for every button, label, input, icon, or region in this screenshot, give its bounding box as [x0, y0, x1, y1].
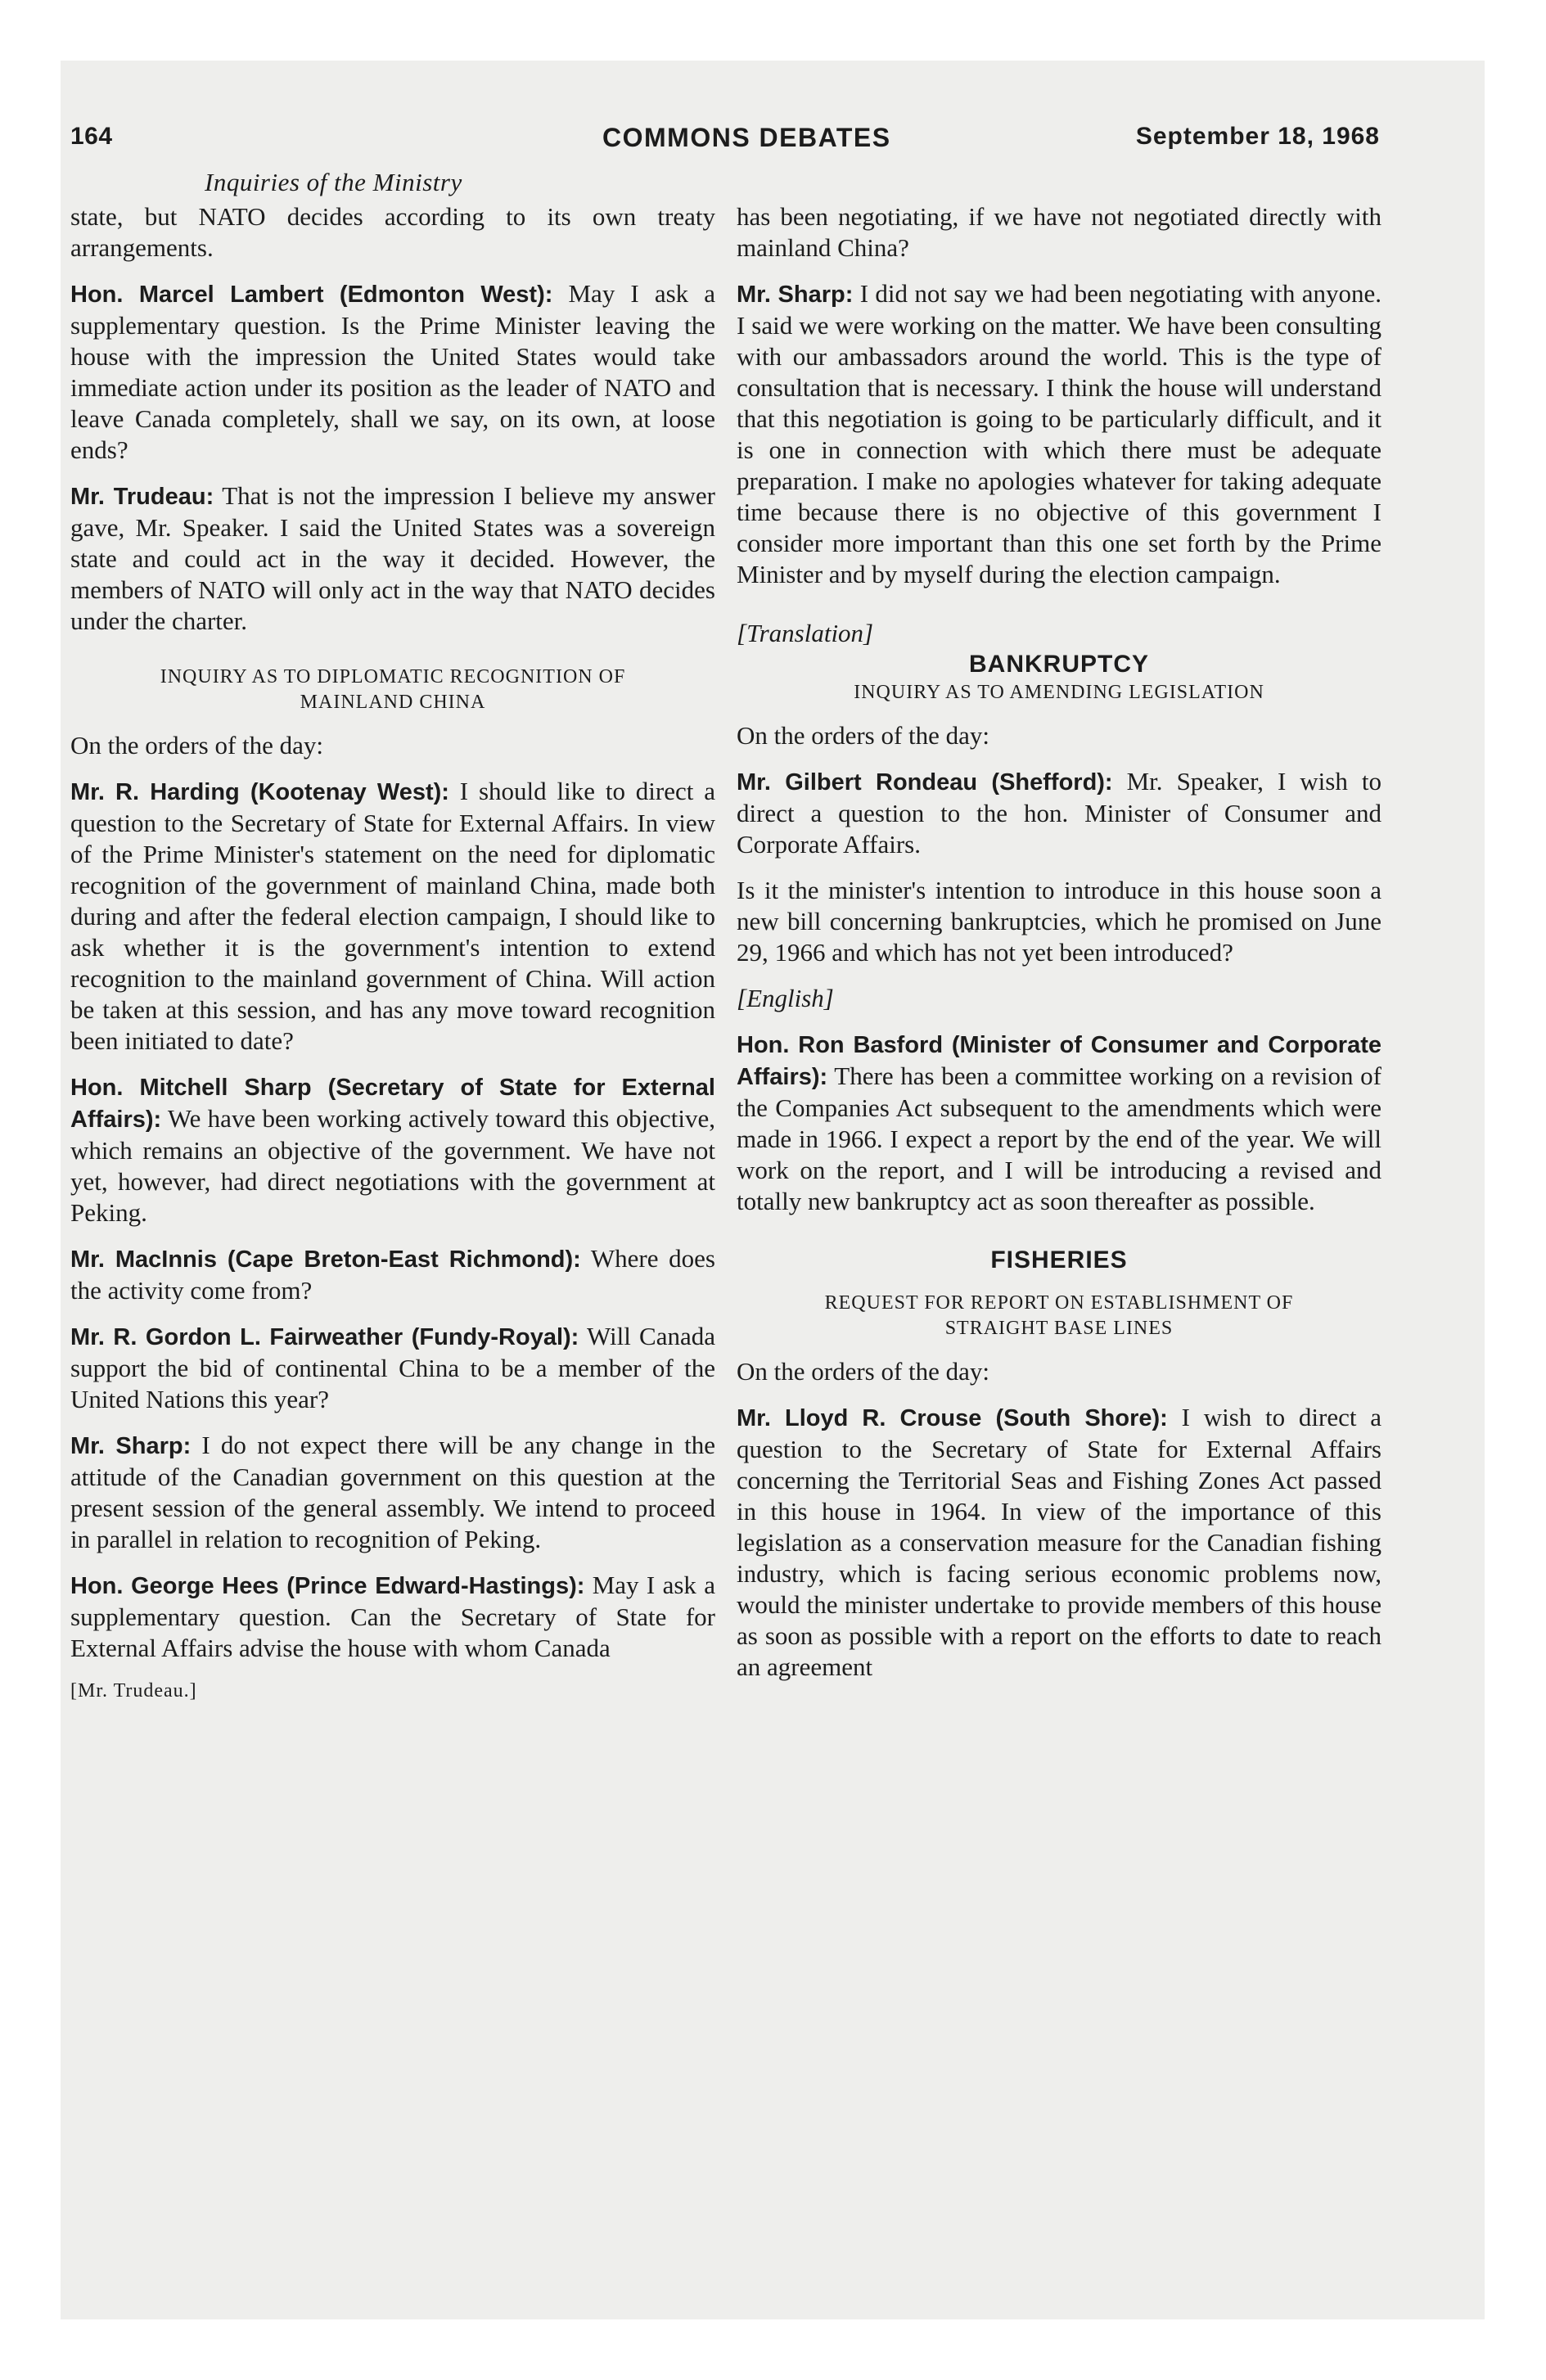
speaker-name: Hon. Ron Basford (Minister of Consumer and Corporate Affairs): [737, 1032, 1381, 1090]
paragraph [737, 766, 1381, 860]
topic-heading: INQUIRY AS TO AMENDING LEGISLATION [854, 682, 1264, 703]
topic-heading: MAINLAND CHINA [300, 692, 486, 713]
right-column [737, 201, 1381, 1683]
paragraph: has been negotiating, if we have not negotiated directly with mainland China? [737, 202, 1381, 262]
paragraph: Is it the minister's intention to introduce in this house soon a new bill concerning bankruptcies, which he promised on June 29, 1966 and which has not yet been introduced? [737, 876, 1381, 967]
speaker-name: Mr. Lloyd R. Crouse (South Shore): [737, 1405, 1168, 1431]
left-column [70, 201, 715, 1706]
speaker-name: Mr. R. Harding (Kootenay West): [70, 779, 449, 805]
speaker-name: Hon. Mitchell Sharp (Secretary of State for External Affairs): [70, 1075, 715, 1133]
topic-heading: STRAIGHT BASE LINES [944, 1318, 1174, 1339]
speech-text: May I ask a supplementary question. Is the Prime Minister leaving the house with the impression the United States would take immediate action under its position as the leader of NATO and leave Canada completely, shall we say, on its own, at loose ends? [70, 279, 715, 464]
translation-marker: [Translation] [737, 619, 874, 647]
speaker-name: Mr. Gilbert Rondeau (Shefford): [737, 769, 1113, 796]
orders-of-day: On the orders of the day: [737, 721, 990, 750]
speaker-name: Mr. Sharp: [70, 1433, 192, 1459]
speech-text: I should like to direct a question to the Secretary of State for External Affairs. In view of the Prime Minister's statement on the need for diplomatic recognition of the government of mainland China, made both during and after the federal election campaign, I should like to ask whether it is the government's intention to extend recognition to the mainland government of China. Will action be taken at this session, and has any move toward recognition been initiated to date? [70, 777, 715, 1055]
speaker-name: Mr. R. Gordon L. Fairweather (Fundy-Royal): [70, 1324, 579, 1350]
english-marker: [English] [737, 984, 834, 1012]
orders-of-day: On the orders of the day: [70, 731, 324, 760]
page-header [70, 123, 1380, 172]
publication-title: COMMONS DEBATES [602, 123, 891, 152]
paragraph [70, 1243, 715, 1306]
paragraph [70, 480, 715, 637]
speaker-name: Hon. Marcel Lambert (Edmonton West): [70, 282, 553, 308]
paragraph [70, 1570, 715, 1664]
page-date: September 18, 1968 [1135, 123, 1380, 150]
speech-text: I did not say we had been negotiating with anyone. I said we were working on the matter. We have been consulting with our ambassadors around the world. This is the type of consultation that is necessary. I think the house will understand that this negotiation is going to be particularly difficult, and it is one in connection with which there must be adequate preparation. I make no apologies whatever for taking adequate time because there is no objective of this government I consider more important than this one set forth by the Prime Minister and by myself during the election campaign. [737, 279, 1381, 588]
speaker-name: Mr. Sharp: [737, 282, 854, 308]
paragraph [737, 1402, 1381, 1683]
speech-text: We have been working actively toward this objective, which remains an objective of the government. We have not yet, however, had direct negotiations with the government at Peking. [70, 1104, 715, 1227]
page-number: 164 [70, 123, 113, 150]
topic-heading: INQUIRY AS TO DIPLOMATIC RECOGNITION OF [160, 666, 626, 687]
paragraph [70, 1071, 715, 1228]
running-subhead: Inquiries of the Ministry [205, 168, 462, 196]
speech-text: There has been a committee working on a revision of the Companies Act subsequent to the amendments which were made in 1966. I expect a report by the end of the year. We will work on the report, and I will be introducing a revised and totally new bankruptcy act as soon thereafter as possible. [737, 1062, 1381, 1215]
speech-text: May I ask a supplementary question. Can the Secretary of State for External Affairs advise the house with whom Canada [70, 1571, 715, 1662]
speaker-name: Hon. George Hees (Prince Edward-Hastings): [70, 1573, 585, 1599]
speech-text: Where does the activity come from? [70, 1244, 715, 1305]
speaker-name: Mr. MacInnis (Cape Breton-East Richmond): [70, 1246, 581, 1273]
paragraph [70, 1430, 715, 1555]
speech-text: Will Canada support the bid of continental China to be a member of the United Nations this year? [70, 1322, 715, 1413]
speaker-name: Mr. Trudeau: [70, 484, 214, 510]
paragraph [70, 776, 715, 1057]
paragraph: state, but NATO decides according to its own treaty arrangements. [70, 202, 715, 262]
paragraph [737, 278, 1381, 590]
speech-text: Mr. Speaker, I wish to direct a question to the hon. Minister of Consumer and Corporate Affairs. [737, 767, 1381, 859]
speech-text: That is not the impression I believe my answer gave, Mr. Speaker. I said the United States was a sovereign state and could act in the way it decided. However, the members of NATO will only act in the way that NATO decides under the charter. [70, 481, 715, 635]
speech-text: I do not expect there will be any change in the attitude of the Canadian government on this question at the present session of the general assembly. We intend to proceed in parallel in relation to recognition of Peking. [70, 1431, 715, 1553]
footnote: [Mr. Trudeau.] [70, 1680, 197, 1702]
speech-text: I wish to direct a question to the Secretary of State for External Affairs concerning the Territorial Seas and Fishing Zones Act passed in this house in 1964. In view of the importance of this legislation as a conservation measure for the Canadian fishing industry, which is facing serious economic problems now, would the minister undertake to provide members of this house as soon as possible with a report on the efforts to date to reach an agreement [737, 1403, 1381, 1681]
section-heading: BANKRUPTCY [969, 651, 1149, 678]
section-heading: FISHERIES [990, 1246, 1128, 1273]
topic-heading: REQUEST FOR REPORT ON ESTABLISHMENT OF [824, 1292, 1294, 1314]
orders-of-day: On the orders of the day: [737, 1357, 990, 1386]
paragraph [70, 1321, 715, 1415]
paragraph [70, 278, 715, 466]
paragraph [737, 1029, 1381, 1217]
